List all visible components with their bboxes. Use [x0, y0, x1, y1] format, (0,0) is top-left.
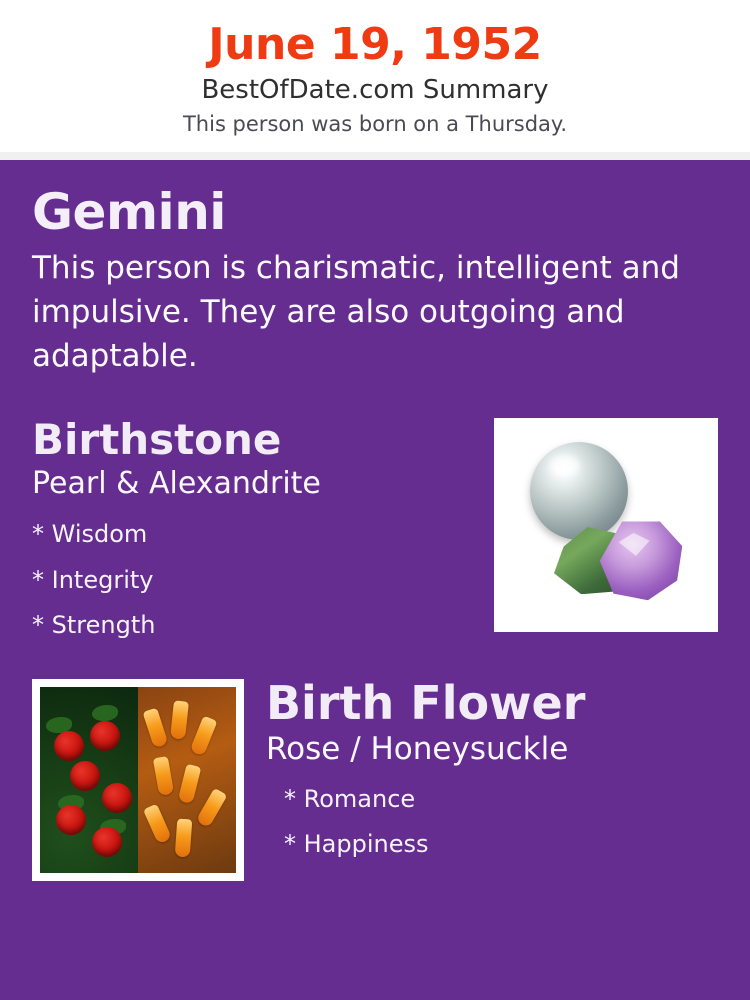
birthstone-title: Birthstone: [32, 415, 282, 465]
birth-flower-photo-frame: [32, 679, 244, 881]
honeysuckle-icon: [138, 687, 236, 873]
header-divider: [0, 152, 750, 160]
birth-flower-name: Rose / Honeysuckle: [266, 731, 569, 768]
birthstone-photo-frame: [494, 418, 718, 632]
content-panel: [0, 160, 750, 1000]
birth-flower-section: [32, 676, 718, 881]
birthstone-text: [32, 415, 494, 649]
birthstone-section: [32, 415, 718, 649]
roses-icon: [40, 687, 138, 873]
birth-flower-image: [40, 687, 236, 873]
birth-flower-text: [244, 676, 718, 868]
zodiac-section: [32, 182, 718, 379]
page-title: June 19, 1952: [208, 19, 542, 70]
born-day-note: This person was born on a Thursday.: [182, 112, 568, 137]
birthstone-name: Pearl & Alexandrite: [32, 466, 321, 502]
list-item: * Romance: [284, 784, 416, 813]
header: [0, 0, 750, 152]
birth-flower-title: Birth Flower: [266, 676, 586, 731]
list-item: * Happiness: [284, 830, 429, 859]
birth-flower-traits-list: [266, 777, 718, 868]
site-summary-label: BestOfDate.com Summary: [201, 75, 549, 106]
list-item: * Strength: [32, 611, 156, 640]
pearl-icon: [530, 442, 628, 540]
list-item: * Integrity: [32, 565, 154, 594]
birthstone-traits-list: [32, 512, 478, 649]
zodiac-description: This person is charismatic, intelligent and impulsive. They are also outgoing and adaptable.: [32, 250, 680, 375]
zodiac-sign-title: Gemini: [32, 182, 226, 241]
list-item: * Wisdom: [32, 520, 148, 549]
birthstone-image: [502, 426, 710, 624]
